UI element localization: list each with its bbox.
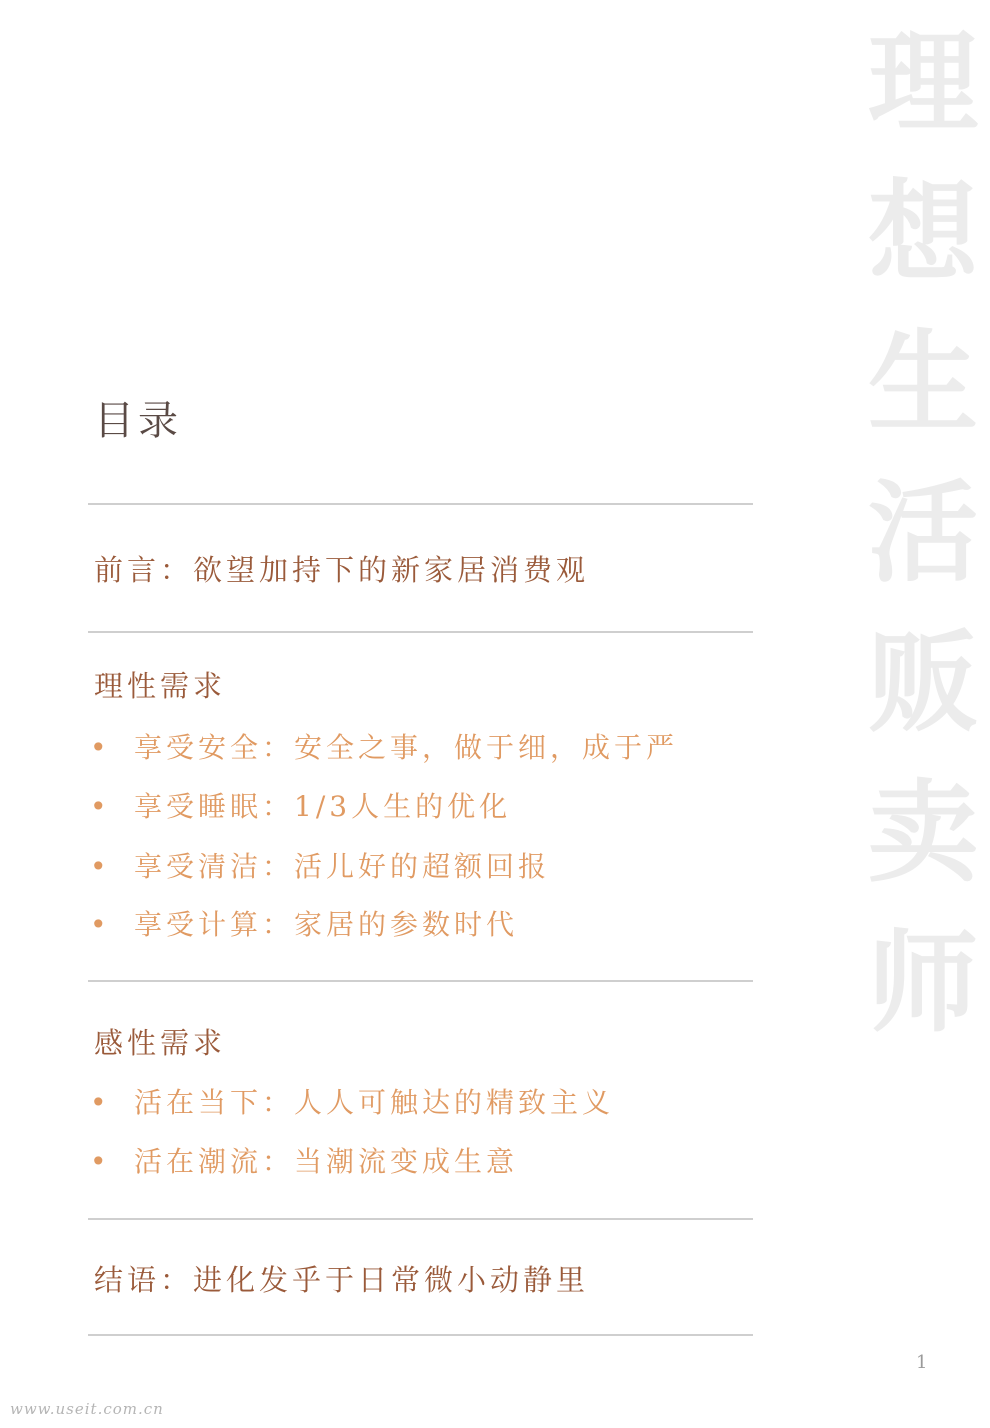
toc-entry-label: 活在潮流：当潮流变成生意 bbox=[134, 1145, 519, 1178]
vertical-title-char: 卖 bbox=[868, 768, 978, 897]
vertical-title bbox=[858, 8, 988, 1058]
bullet-icon: • bbox=[90, 1145, 111, 1178]
toc-entry-conclusion[interactable]: 结语：进化发乎于日常微小动静里 bbox=[94, 1263, 590, 1297]
toc-entry-label: 活在当下：人人可触达的精致主义 bbox=[134, 1086, 615, 1119]
toc-entry-rational[interactable] bbox=[90, 728, 678, 768]
vertical-title-char: 活 bbox=[868, 468, 978, 597]
bullet-icon: • bbox=[90, 1086, 111, 1119]
vertical-title-char: 理 bbox=[868, 18, 978, 147]
toc-entry-label: 享受清洁：活儿好的超额回报 bbox=[134, 850, 551, 883]
toc-entry-label: 享受睡眠：1/3人生的优化 bbox=[134, 790, 512, 823]
toc-entry-emotional[interactable] bbox=[90, 1083, 614, 1123]
vertical-title-char: 生 bbox=[868, 318, 978, 447]
divider bbox=[88, 503, 753, 505]
vertical-title-char: 贩 bbox=[868, 618, 978, 747]
watermark: www.useit.com.cn bbox=[10, 1400, 164, 1418]
toc-entry-label: 享受安全：安全之事，做于细，成于严 bbox=[134, 731, 679, 764]
toc-entry-rational[interactable] bbox=[90, 787, 511, 827]
page-number: 1 bbox=[916, 1352, 928, 1373]
divider bbox=[88, 631, 753, 633]
vertical-title-char: 想 bbox=[868, 168, 978, 297]
toc-heading: 目录 bbox=[94, 398, 182, 444]
divider bbox=[88, 1218, 753, 1220]
toc-entry-label: 享受计算：家居的参数时代 bbox=[134, 908, 519, 941]
toc-entry-rational[interactable] bbox=[90, 847, 550, 887]
bullet-icon: • bbox=[90, 790, 111, 823]
bullet-icon: • bbox=[90, 908, 111, 941]
bullet-icon: • bbox=[90, 850, 111, 883]
section-title-emotional: 感性需求 bbox=[94, 1026, 227, 1060]
bullet-icon: • bbox=[90, 731, 111, 764]
section-title-rational: 理性需求 bbox=[94, 669, 227, 703]
toc-entry-rational[interactable] bbox=[90, 905, 518, 945]
divider bbox=[88, 1334, 753, 1336]
toc-entry-emotional[interactable] bbox=[90, 1142, 518, 1182]
divider bbox=[88, 980, 753, 982]
vertical-title-char: 师 bbox=[868, 918, 978, 1047]
toc-entry-preface[interactable]: 前言：欲望加持下的新家居消费观 bbox=[94, 553, 590, 587]
